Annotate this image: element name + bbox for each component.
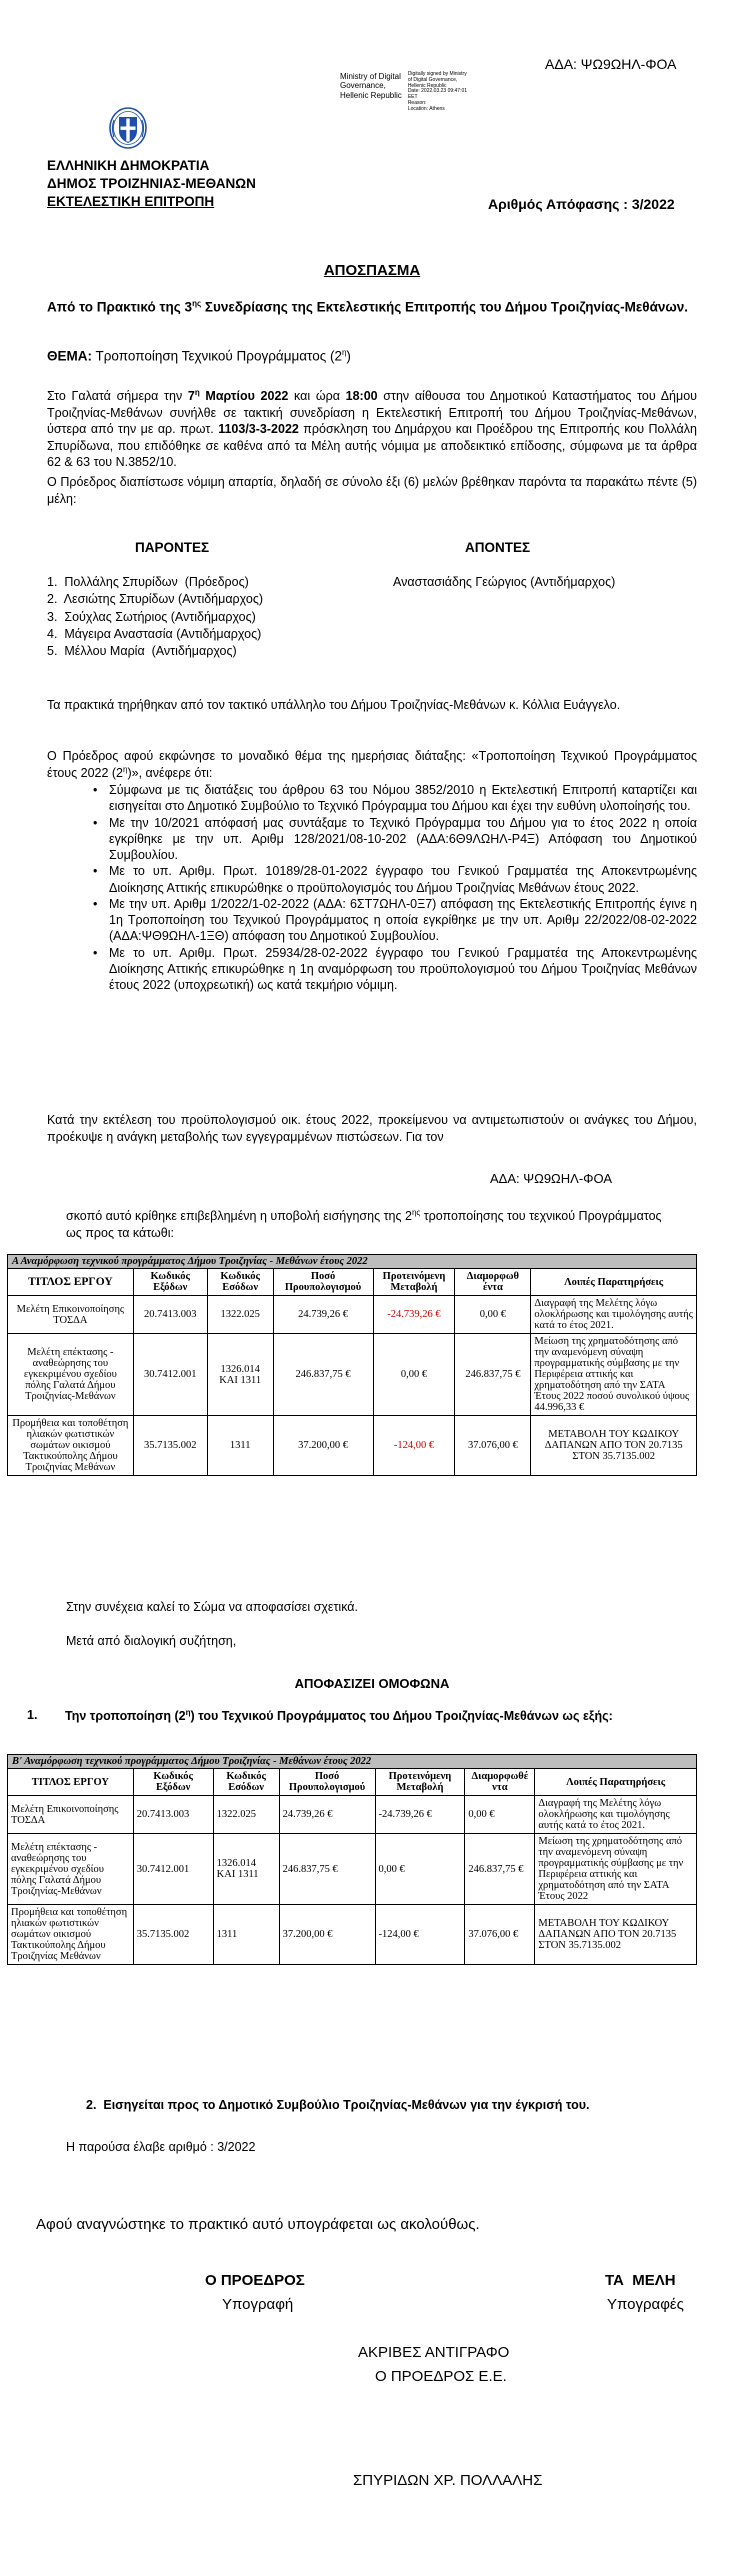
table-cell: 1322.025 <box>213 1796 279 1834</box>
intro-paragraph <box>47 388 697 471</box>
decision-item-1 <box>27 1708 687 1725</box>
column-header: Διαμορφωθέ ντα <box>465 1769 535 1796</box>
purpose-sup: ης <box>411 1208 421 1217</box>
signature-detail-line: Location: Athens <box>407 105 445 112</box>
president-intro-sup: η <box>123 764 128 774</box>
table-cell: 37.200,00 € <box>279 1905 375 1965</box>
subject-sup: η <box>341 348 347 357</box>
table-cell: 1311 <box>213 1905 279 1965</box>
intro-day-sup: η <box>194 388 200 397</box>
table-cell: 246.837,75 € <box>455 1334 531 1416</box>
table-caption-row <box>8 1755 697 1769</box>
signature-detail-line: EET <box>407 94 418 100</box>
budget-table-b <box>7 1754 697 1965</box>
republic-heading: ΕΛΛΗΝΙΚΗ ΔΗΜΟΚΡΑΤΙΑ <box>47 158 210 173</box>
table-cell: 37.076,00 € <box>455 1416 531 1476</box>
committee-heading: ΕΚΤΕΛΕΣΤΙΚΗ ΕΠΙΤΡΟΠΗ <box>47 194 215 209</box>
signed-note: Αφού αναγνώστηκε το πρακτικό αυτό υπογράφεται ως ακολούθως. <box>36 2216 480 2233</box>
table-cell: -24.739,26 € <box>375 1796 465 1834</box>
table-cell: 30.7412.001 <box>133 1834 213 1905</box>
minutes-sup: ης <box>192 299 202 308</box>
table-caption-row <box>8 1255 697 1269</box>
number-received-text: Η παρούσα έλαβε αριθμό : 3/2022 <box>66 2140 256 2154</box>
intro-month: Μαρτίου 2022 <box>199 389 289 404</box>
purpose-paragraph <box>66 1208 666 1241</box>
signer-name: ΣΠΥΡΙΔΩΝ ΧΡ. ΠΟΛΛΑΛΗΣ <box>353 2472 543 2489</box>
column-header: ΤΙΤΛΟΣ ΕΡΓΟΥ <box>8 1769 134 1796</box>
signature-detail-line: Date: 2022.03.23 09:47:01 <box>407 88 468 95</box>
table-row <box>8 1296 697 1334</box>
after-discussion-text: Μετά από διαλογική συζήτηση, <box>66 1634 237 1648</box>
table-row <box>8 1334 697 1416</box>
ada-top: ΑΔΑ: ΨΩ9ΩΗΛ-ΦΟΑ <box>545 56 677 72</box>
table-row <box>8 1834 697 1905</box>
table-cell: 1326.014 ΚΑΙ 1311 <box>207 1334 273 1416</box>
absent-member: Αναστασιάδης Γεώργιος (Αντιδήμαρχος) <box>393 575 616 589</box>
table-cell: ΜΕΤΑΒΟΛΗ ΤΟΥ ΚΩΔΙΚΟΥ ΔΑΠΑΝΩΝ ΑΠΟ ΤΟΝ 20.7135 ΣΤΟΝ 35.7135.002 <box>535 1905 697 1965</box>
consideration-item: • Με την υπ. Αριθμ 1/2022/1-02-2022 (ΑΔΑ: 6ΣΤ7ΩΗΛ-0Ξ7) απόφαση της Εκτελεστικής Επιτροπής έγινε η 1η Τροποποίηση του Τεχνικού Προγράμματος η οποία εγκρίθηκε με την υπ. Αριθμ 22/2022/08-02-2022 (ΑΔΑ:ΨΘ9ΩΗΛ-1ΞΘ) απόφαση του Δημοτικού Συμβουλίου. <box>47 896 697 945</box>
municipality-heading: ΔΗΜΟΣ ΤΡΟΙΖΗΝΙΑΣ-ΜΕΘΑΝΩΝ <box>47 176 256 191</box>
quorum-paragraph: Ο Πρόεδρος διαπίστωσε νόμιμη απαρτία, δηλαδή σε σύνολο έξι (6) μελών βρέθηκαν παρόντα τα παρακάτω πέντε (5) μέλη: <box>47 475 697 506</box>
table-caption: Α Αναμόρφωση τεχνικού προγράμματος Δήμου Τροιζηνίας - Μεθάνων έτους 2022 <box>8 1255 697 1269</box>
table-cell: 0,00 € <box>373 1334 455 1416</box>
table-cell: 0,00 € <box>455 1296 531 1334</box>
item1-sup: η <box>185 1708 191 1717</box>
president-intro-b: )», ανέφερε ότι: <box>127 765 213 780</box>
table-row <box>8 1796 697 1834</box>
item1-text-a: Την τροποποίηση (2 <box>65 1709 186 1724</box>
signature-org <box>340 72 402 112</box>
table-cell: Μελέτη Επικοινοποίησης ΤΟΣΔΑ <box>8 1296 134 1334</box>
table-header-row <box>8 1269 697 1296</box>
signature-detail-line: Hellenic Republic <box>407 82 447 89</box>
present-members-list <box>47 574 263 660</box>
present-member: 1. Πολλάλης Σπυρίδων (Πρόεδρος) <box>47 575 249 589</box>
minutes-keeper-paragraph: Τα πρακτικά τηρήθηκαν από τον τακτικό υπάλληλο του Δήμου Τροιζηνίας-Μεθάνων κ. Κόλλια Ευάγγελο. <box>47 698 621 712</box>
table-cell: Διαγραφή της Μελέτης λόγω ολοκλήρωσης και τιμολόγησης αυτής κατά το έτος 2021. <box>531 1296 697 1334</box>
table-cell: 35.7135.002 <box>133 1905 213 1965</box>
signature-detail-line: of Digital Governance, <box>407 76 458 83</box>
table-cell: 24.739,26 € <box>279 1796 375 1834</box>
signature-detail-line: Reason: <box>407 99 427 106</box>
decision-number: Αριθμός Απόφασης : 3/2022 <box>488 196 675 212</box>
decides-heading: ΑΠΟΦΑΣΙΖΕΙ ΟΜΟΦΩΝΑ <box>294 1676 450 1691</box>
document-title: ΑΠΟΣΠΑΣΜΑ <box>323 262 421 279</box>
column-header: Κωδικός Εσόδων <box>207 1269 273 1296</box>
absent-header: ΑΠΟΝΤΕΣ <box>465 540 531 555</box>
table-cell: Μείωση της χρηματοδότησης από την αναμενόμενη σύναψη προγραμματικής σύμβασης με την Περιφέρεια αττικής και χρηματοδότηση από την ΣΑΤΑ Έτους 2022 <box>535 1834 697 1905</box>
decision-item-2: 2. Εισηγείται προς το Δημοτικό Συμβούλιο Τροιζηνίας-Μεθάνων για την έγκρισή του. <box>86 2098 590 2112</box>
table-cell: 246.837,75 € <box>465 1834 535 1905</box>
table-cell: Προμήθεια και τοποθέτηση ηλιακών φωτιστικών σωμάτων οικισμού Τακτικούπολης Δήμου Τροιζηνίας Μεθάνων <box>8 1416 134 1476</box>
column-header: Ποσό Προυπολογισμού <box>279 1769 375 1796</box>
table-cell: 1322.025 <box>207 1296 273 1334</box>
invite-text: Στην συνέχεια καλεί το Σώμα να αποφασίσει σχετικά. <box>66 1600 358 1614</box>
table-caption: Β' Αναμόρφωση τεχνικού προγράμματος Δήμου Τροιζηνίας - Μεθάνων έτους 2022 <box>8 1755 697 1769</box>
ada-mid: ΑΔΑ: ΨΩ9ΩΗΛ-ΦΟΑ <box>490 1171 613 1186</box>
purpose-a: σκοπό αυτό κρίθηκε επιβεβλημένη η υποβολή εισήγησης της 2 <box>66 1209 412 1224</box>
column-header: Λοιπές Παρατηρήσεις <box>531 1269 697 1296</box>
subject-text-a: Τροποποίηση Τεχνικού Προγράμματος (2 <box>92 348 342 364</box>
table-cell: -124,00 € <box>373 1416 455 1476</box>
present-member: 5. Μέλλου Μαρία (Αντιδήμαρχος) <box>47 644 237 658</box>
column-header: Προτεινόμενη Μεταβολή <box>373 1269 455 1296</box>
item1-text <box>65 1708 613 1725</box>
consideration-item: • Με το υπ. Αριθμ. Πρωτ. 10189/28-01-2022 έγγραφο του Γενικού Γραμματέα της Αποκεντρωμένης Διοίκησης Αττικής επικυρώθηκε ο προϋπολογισμός του Δήμου Τροιζηνίας Μεθάνων έτους 2022. <box>47 863 697 896</box>
table-cell: -24.739,26 € <box>373 1296 455 1334</box>
table-cell: 20.7413.003 <box>133 1296 207 1334</box>
column-header: Προτεινόμενη Μεταβολή <box>375 1769 465 1796</box>
column-header: ΤΙΤΛΟΣ ΕΡΓΟΥ <box>8 1269 134 1296</box>
table-cell: 246.837,75 € <box>279 1834 375 1905</box>
column-header: Κωδικός Εξόδων <box>133 1269 207 1296</box>
table-cell: 30.7412.001 <box>133 1334 207 1416</box>
table-cell: 246.837,75 € <box>273 1334 373 1416</box>
signature-org-line: Governance, <box>340 81 386 91</box>
president-intro-paragraph <box>47 748 697 781</box>
table-cell: Μείωση της χρηματοδότησης από την αναμενόμενη σύναψη προγραμματικής σύμβασης με την Περιφέρεια αττικής και χρηματοδότηση από την ΣΑΤΑ Έτους 2022 ποσού συνολικού ύψους 44.996,33 € <box>531 1334 697 1416</box>
subject-line <box>47 348 351 364</box>
table-cell: 37.200,00 € <box>273 1416 373 1476</box>
intro-text-3: στην αίθουσα του Δημοτικού Καταστήματος του Δήμου Τροιζηνίας-Μεθάνων συνήλθε σε τακτική συνεδρίαση η Εκτελεστική Επιτροπή του Δήμου Τροιζηνίας-Μεθάνων, ύστερα από την με αρ. πρωτ. <box>47 389 697 437</box>
true-copy-heading: ΑΚΡΙΒΕΣ ΑΝΤΙΓΡΑΦΟ <box>358 2344 510 2361</box>
table-row <box>8 1416 697 1476</box>
president-intro-a: Ο Πρόεδρος αφού εκφώνησε το μοναδικό θέμα της ημερήσιας διάταξης: «Τροποποίηση Τεχνικού Προγράμματος έτους 2022 (2 <box>47 749 697 780</box>
present-header: ΠΑΡΟΝΤΕΣ <box>135 540 210 555</box>
table-header-row <box>8 1769 697 1796</box>
intro-text-2: και ώρα <box>288 389 346 404</box>
table-cell: Μελέτη Επικοινοποίησης ΤΟΣΔΑ <box>8 1796 134 1834</box>
signature-details <box>408 72 467 112</box>
item1-number: 1. <box>27 1708 38 1722</box>
intro-day: 7 <box>187 389 195 404</box>
column-header: Κωδικός Εσόδων <box>213 1769 279 1796</box>
president-title: Ο ΠΡΟΕΔΡΟΣ <box>205 2272 305 2289</box>
budget-table-a <box>7 1254 697 1476</box>
minutes-text-b: Συνεδρίασης της Εκτελεστικής Επιτροπής του Δήμου Τροιζηνίας-Μεθάνων. <box>201 299 689 315</box>
members-title: ΤΑ ΜΕΛΗ <box>605 2272 676 2289</box>
execution-paragraph: Κατά την εκτέλεση του προϋπολογισμού οικ. έτους 2022, προκείμενου να αντιμετωπιστούν οι ανάγκες του Δήμου, προέκυψε η ανάγκη μεταβολής των εγγεγραμμένων πιστώσεων. Για τον <box>47 1113 697 1144</box>
table-cell: ΜΕΤΑΒΟΛΗ ΤΟΥ ΚΩΔΙΚΟΥ ΔΑΠΑΝΩΝ ΑΠΟ ΤΟΝ 20.7135 ΣΤΟΝ 35.7135.002 <box>531 1416 697 1476</box>
president-signature: Υπογραφή <box>222 2296 294 2313</box>
item1-text-b: ) του Τεχνικού Προγράμματος του Δήμου Τροιζηνίας-Μεθάνων ως εξής: <box>190 1709 613 1724</box>
table-b-wrapper <box>7 1754 697 1965</box>
table-cell: 1326.014 ΚΑΙ 1311 <box>213 1834 279 1905</box>
intro-protocol: 1103/3-3-2022 <box>218 422 299 437</box>
signature-org-line: Hellenic Republic <box>340 90 402 100</box>
subject-label: ΘΕΜΑ: <box>47 348 92 364</box>
table-cell: Διαγραφή της Μελέτης λόγω ολοκλήρωσης και τιμολόγησης αυτής κατά το έτος 2021. <box>535 1796 697 1834</box>
subject-text-b: ) <box>346 348 351 364</box>
considerations-list <box>47 782 697 993</box>
column-header: Διαμορφωθ έντα <box>455 1269 531 1296</box>
absent-members-list <box>393 574 615 591</box>
consideration-item: • Σύμφωνα με τις διατάξεις του άρθρου 63 του Νόμου 3852/2010 η Εκτελεστική Επιτροπή καταρτίζει και εισηγείται στο Δημοτικό Συμβούλιο το Τεχνικό Πρόγραμμα του Δήμου και έχει την ευθύνη υλοποίησής του. <box>47 782 697 815</box>
table-cell: 24.739,26 € <box>273 1296 373 1334</box>
consideration-item: • Με την 10/2021 απόφασή μας συντάξαμε το Τεχνικό Πρόγραμμα του Δήμου για το έτος 2022 η οποία εγκρίθηκε με την υπ. Αριθμ 128/2021/08-10-202 (ΑΔΑ:6Θ9ΛΩΗΛ-Ρ4Ξ) Απόφαση του Δημοτικού Συμβουλίου. <box>47 815 697 864</box>
minutes-line <box>47 298 697 317</box>
signature-detail-line: Digitally signed by Ministry <box>407 71 467 77</box>
consideration-item: • Με το υπ. Αριθμ. Πρωτ. 25934/28-02-2022 έγγραφο του Γενικού Γραμματέα της Αποκεντρωμένης Διοίκησης Αττικής επικυρώθηκε η 1η αναμόρφωση του προϋπολογισμού του Δήμου Τροιζηνίας Μεθάνων έτους 2022 (υποχρεωτική) ως κατά τεκμήριο νόμιμη. <box>47 945 697 994</box>
table-cell: Μελέτη επέκτασης - αναθεώρησης του εγκεκριμένου σχεδίου πόλης Γαλατά Δήμου Τροιζηνίας-Μεθάνων <box>8 1834 134 1905</box>
digital-signature-stamp <box>340 72 550 112</box>
purpose-b: τροποποίησης του τεχνικού Προγράμματος ως προς τα κάτωθι: <box>66 1209 662 1240</box>
table-cell: 37.076,00 € <box>465 1905 535 1965</box>
table-row <box>8 1905 697 1965</box>
table-cell: Μελέτη επέκτασης - αναθεώρησης του εγκεκριμένου σχεδίου πόλης Γαλατά Δήμου Τροιζηνίας-Μεθάνων <box>8 1334 134 1416</box>
column-header: Λοιπές Παρατηρήσεις <box>535 1769 697 1796</box>
table-a-wrapper <box>7 1254 697 1476</box>
column-header: Κωδικός Εξόδων <box>133 1769 213 1796</box>
present-member: 4. Μάγειρα Αναστασία (Αντιδήμαρχος) <box>47 626 262 641</box>
present-member: 3. Σούχλας Σωτήριος (Αντιδήμαρχος) <box>47 609 256 624</box>
table-cell: Προμήθεια και τοποθέτηση ηλιακών φωτιστικών σωμάτων οικισμού Τακτικούπολης Δήμου Τροιζηνίας Μεθάνων <box>8 1905 134 1965</box>
minutes-text-a: Από το Πρακτικό της 3 <box>47 299 193 315</box>
table-cell: 1311 <box>207 1416 273 1476</box>
table-cell: -124,00 € <box>375 1905 465 1965</box>
members-signature: Υπογραφές <box>607 2296 684 2313</box>
intro-text-4: πρόσκληση του Δημάρχου και Προέδρου της Επιτροπής κου Πολλάλη Σπυρίδωνα, που επιδόθηκε σε καθένα από τα Μέλη αυτής νόμιμα με αποδεικτικό επίδοσης, σύμφωνα με τα άρθρα 62 & 63 του Ν.3852/10. <box>47 422 697 470</box>
table-cell: 0,00 € <box>465 1796 535 1834</box>
table-cell: 35.7135.002 <box>133 1416 207 1476</box>
intro-text-1: Στο Γαλατά σήμερα την <box>47 389 188 404</box>
table-cell: 20.7413.003 <box>133 1796 213 1834</box>
table-cell: 0,00 € <box>375 1834 465 1905</box>
signature-org-line: Ministry of Digital <box>340 72 401 81</box>
column-header: Ποσό Προυπολογισμού <box>273 1269 373 1296</box>
true-copy-role: Ο ΠΡΟΕΔΡΟΣ Ε.Ε. <box>375 2368 507 2385</box>
greek-coat-of-arms-logo <box>108 106 148 150</box>
intro-time: 18:00 <box>345 389 378 404</box>
present-member: 2. Λεσιώτης Σπυρίδων (Αντιδήμαρχος) <box>47 592 264 607</box>
